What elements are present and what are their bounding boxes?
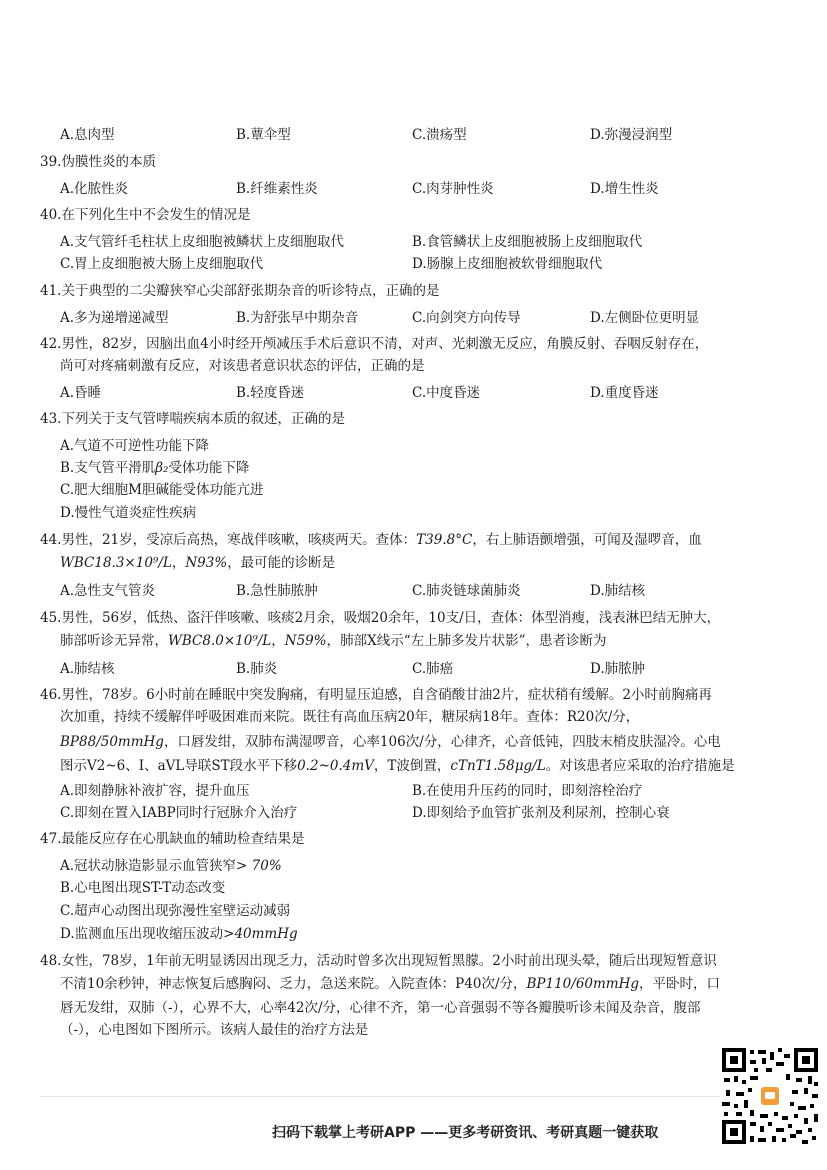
q47-option-c: C.超声心动图出现弥漫性室壁运动减弱	[60, 903, 291, 919]
q48-stem-line1: 48.女性，78岁，1年前无明显诱因出现乏力，活动时曾多次出现短暂黑朦。2小时前出现头晕，随后出现短暂意识	[40, 953, 717, 969]
q46-option-b: B.在使用升压药的同时，即刻溶栓治疗	[412, 783, 643, 799]
q46-option-d: D.即刻给予血管扩张剂及利尿剂，控制心衰	[412, 805, 670, 821]
q47-option-a: A.冠状动脉造影显示血管狭窄> 70%	[60, 858, 282, 874]
q48-stem-line3: 唇无发绀，双肺（-），心界不大，心率42次/分，心律不齐，第一心音强弱不等各瓣膜听诊未闻及杂音，腹部	[60, 1000, 701, 1016]
q46-stem-line4: 图示V2~6、I、aVL导联ST段水平下移0.2~0.4mV，T波倒置，cTnT1.58μg/L。对该患者应采取的治疗措施是	[60, 758, 735, 774]
q39-stem: 39.伪膜性炎的本质	[40, 154, 156, 170]
q38-option-c: C.溃疡型	[412, 127, 467, 143]
q38-option-a: A.息肉型	[60, 127, 115, 143]
q47-option-b: B.心电图出现ST-T动态改变	[60, 880, 226, 896]
q45-option-b: B.肺炎	[236, 661, 278, 677]
q45-stem-line1: 45.男性，56岁，低热、盗汗伴咳嗽、咳痰2月余，吸烟20余年，10支/日，查体：体型消瘦，浅表淋巴结无肿大，	[40, 610, 721, 626]
q38-option-d: D.弥漫浸润型	[590, 127, 673, 143]
q44-stem-line1: 44.男性，21岁，受凉后高热，寒战伴咳嗽，咳痰两天。查体：T39.8°C，右上肺语颤增强，可闻及湿啰音，血	[40, 532, 702, 548]
q40-option-d: D.肠腺上皮细胞被软骨细胞取代	[412, 256, 603, 272]
footer-promo-text: 扫码下载掌上考研APP ——更多考研资讯、考研真题一键获取	[272, 1125, 659, 1141]
q41-option-c: C.向剑突方向传导	[412, 310, 521, 326]
q45-option-c: C.肺癌	[412, 661, 454, 677]
q43-option-c: C.肥大细胞M胆碱能受体功能亢进	[60, 482, 264, 498]
q40-option-b: B.食管鳞状上皮细胞被肠上皮细胞取代	[412, 234, 643, 250]
q45-option-d: D.肺脓肿	[590, 661, 646, 677]
q38-option-b: B.蕈伞型	[236, 127, 291, 143]
q41-option-a: A.多为递增递减型	[60, 310, 169, 326]
qr-code-icon[interactable]	[720, 1046, 820, 1146]
q40-stem: 40.在下列化生中不会发生的情况是	[40, 207, 251, 223]
q39-option-c: C.肉芽肿性炎	[412, 181, 494, 197]
q42-option-c: C.中度昏迷	[412, 385, 481, 401]
q45-option-a: A.肺结核	[60, 661, 115, 677]
q48-stem-line4: （-），心电图如下图所示。该病人最佳的治疗方法是	[60, 1022, 369, 1038]
q43-option-d: D.慢性气道炎症性疾病	[60, 505, 197, 521]
q46-stem-line2: 次加重，持续不缓解伴呼吸困难而来院。既往有高血压病20年，糖尿病18年。查体：R20次/分，	[60, 709, 640, 725]
q44-option-c: C.肺炎链球菌肺炎	[412, 583, 521, 599]
q42-option-a: A.昏睡	[60, 385, 102, 401]
q47-option-d: D.监测血压出现收缩压波动>40mmHg	[60, 926, 298, 942]
q41-option-d: D.左侧卧位更明显	[590, 310, 700, 326]
q44-option-b: B.急性肺脓肿	[236, 583, 318, 599]
q46-option-c: C.即刻在置入IABP同时行冠脉介入治疗	[60, 805, 298, 821]
q43-stem: 43.下列关于支气管哮喘疾病本质的叙述，正确的是	[40, 411, 345, 427]
q45-stem-line2: 肺部听诊无异常，WBC8.0×10⁹/L，N59%，肺部X线示“左上肺多发片状影”，患者诊断为	[60, 633, 607, 649]
q39-option-a: A.化脓性炎	[60, 181, 129, 197]
q44-stem-line2: WBC18.3×10⁹/L，N93%，最可能的诊断是	[60, 555, 336, 571]
q46-stem-line3: BP88/50mmHg，口唇发绀，双肺布满湿啰音，心率106次/分，心律齐，心音低钝，四肢末梢皮肤湿冷。心电	[60, 734, 721, 750]
q48-stem-line2: 不清10余秒钟，神志恢复后感胸闷、乏力，急送来院。入院查体：P40次/分，BP110/60mmHg，平卧时，口	[60, 976, 721, 992]
q40-option-a: A.支气管纤毛柱状上皮细胞被鳞状上皮细胞取代	[60, 234, 345, 250]
q41-option-b: B.为舒张早中期杂音	[236, 310, 359, 326]
q43-option-b: B.支气管平滑肌β₂受体功能下降	[60, 460, 250, 476]
q42-option-d: D.重度昏迷	[590, 385, 659, 401]
q41-stem: 41.关于典型的二尖瓣狭窄心尖部舒张期杂音的听诊特点，正确的是	[40, 283, 440, 299]
q39-option-b: B.纤维素性炎	[236, 181, 318, 197]
q44-option-a: A.急性支气管炎	[60, 583, 156, 599]
q44-option-d: D.肺结核	[590, 583, 646, 599]
q40-option-c: C.胃上皮细胞被大肠上皮细胞取代	[60, 256, 264, 272]
q43-option-a: A.气道不可逆性功能下降	[60, 438, 210, 454]
q46-stem-line1: 46.男性，78岁。6小时前在睡眠中突发胸痛，有明显压迫感，自含硝酸甘油2片，症状稍有缓解。2小时前胸痛再	[40, 687, 712, 703]
q42-stem-line1: 42.男性，82岁，因脑出血4小时经开颅减压手术后意识不清，对声、光刺激无反应，角膜反射、吞咽反射存在，	[40, 336, 709, 352]
footer-divider	[40, 1096, 720, 1097]
q47-stem: 47.最能反应存在心肌缺血的辅助检查结果是	[40, 831, 305, 847]
q39-option-d: D.增生性炎	[590, 181, 659, 197]
q42-stem-line2: 尚可对疼痛刺激有反应，对该患者意识状态的评估，正确的是	[60, 358, 425, 374]
q46-option-a: A.即刻静脉补液扩容，提升血压	[60, 783, 250, 799]
q42-option-b: B.轻度昏迷	[236, 385, 305, 401]
